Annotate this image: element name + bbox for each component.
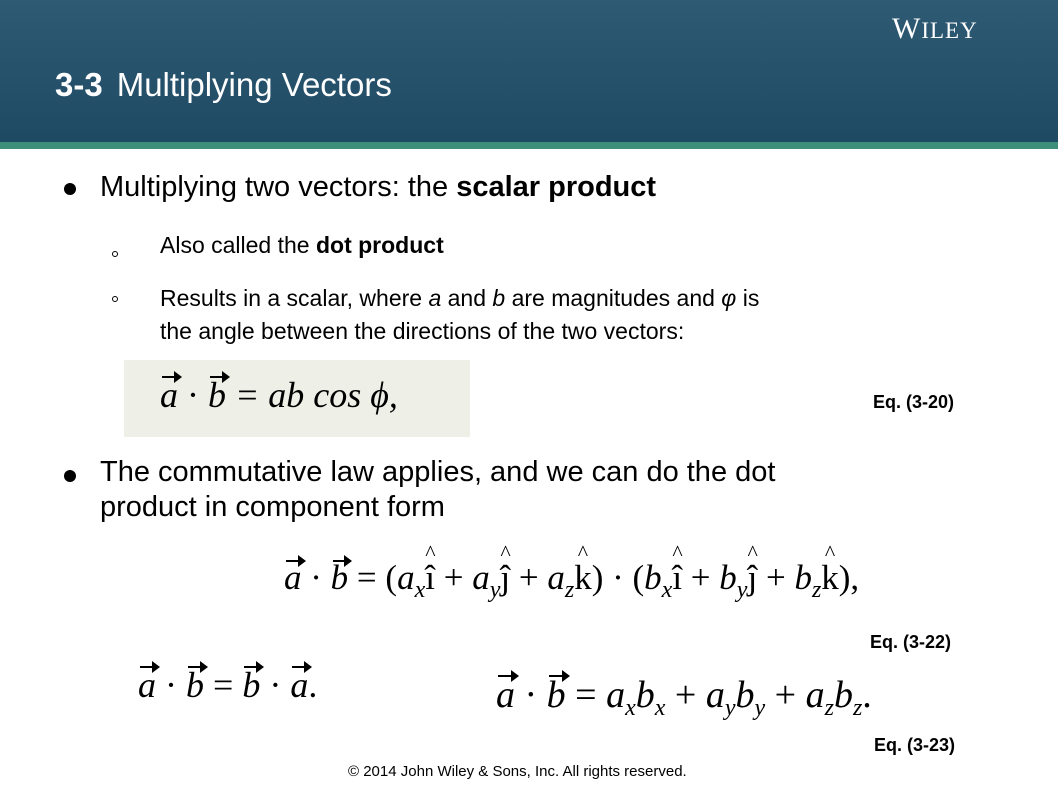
eq-label-3-22: Eq. (3-22)	[870, 632, 952, 652]
title-text: Multiplying Vectors	[116, 66, 392, 103]
sub-bullet-text: Also called the	[160, 232, 316, 258]
copyright-footer: © 2014 John Wiley & Sons, Inc. All rights reserved.	[348, 763, 687, 780]
sub-bullet-bold: dot product	[315, 232, 444, 258]
slide-title	[55, 66, 392, 104]
bullet-dot	[64, 183, 76, 195]
var-b: b	[492, 285, 506, 311]
wiley-logo: WILEY	[892, 12, 978, 45]
eq20-rhs: = ab cos ϕ,	[226, 375, 398, 415]
text: and	[441, 285, 493, 311]
text: Results in a scalar, where	[160, 285, 429, 311]
header-rule	[0, 142, 1058, 149]
bullet-bold: scalar product	[456, 171, 657, 203]
sub-bullet-dot	[112, 251, 118, 257]
eq-comm-rhs: .	[308, 665, 318, 705]
sub-bullet-dot	[112, 296, 118, 302]
equation-3-23: $a \cdot b = a_xb_x + a_yb_y + a_zb_z$.	[496, 674, 872, 721]
eq-label-3-23: Eq. (3-23)	[874, 735, 956, 755]
equation-commutative: a · b = b · a.	[138, 665, 318, 705]
eq-label-3-20: Eq. (3-20)	[873, 392, 955, 412]
bullet-text: Multiplying two vectors: the	[100, 171, 457, 203]
text: are magnitudes and	[505, 285, 722, 311]
bullet-scalar-product	[100, 170, 1000, 205]
text: product in component form	[100, 491, 445, 523]
sub-bullet-results	[160, 282, 1010, 348]
bullet-dot	[64, 470, 76, 482]
sub-bullet-dot-product	[160, 229, 1010, 262]
text: the angle between the directions of the two vectors:	[160, 318, 685, 344]
equation-3-20: a · b = ab cos ϕ,	[160, 375, 398, 415]
var-a: a	[428, 285, 442, 311]
section-number: 3-3	[55, 66, 103, 103]
equation-3-22: $a \cdot b = (a_xî$ ^ + $a_yĵ$ ^ + $a_zk$ ^) · ($b_xî$ ^ + $b_yĵ$ ^ + $b_zk$ ^),	[284, 558, 859, 598]
text: The commutative law applies, and we can do the dot	[100, 456, 776, 488]
text: is	[736, 285, 760, 311]
var-phi: φ	[721, 285, 737, 311]
bullet-commutative	[100, 455, 1000, 525]
